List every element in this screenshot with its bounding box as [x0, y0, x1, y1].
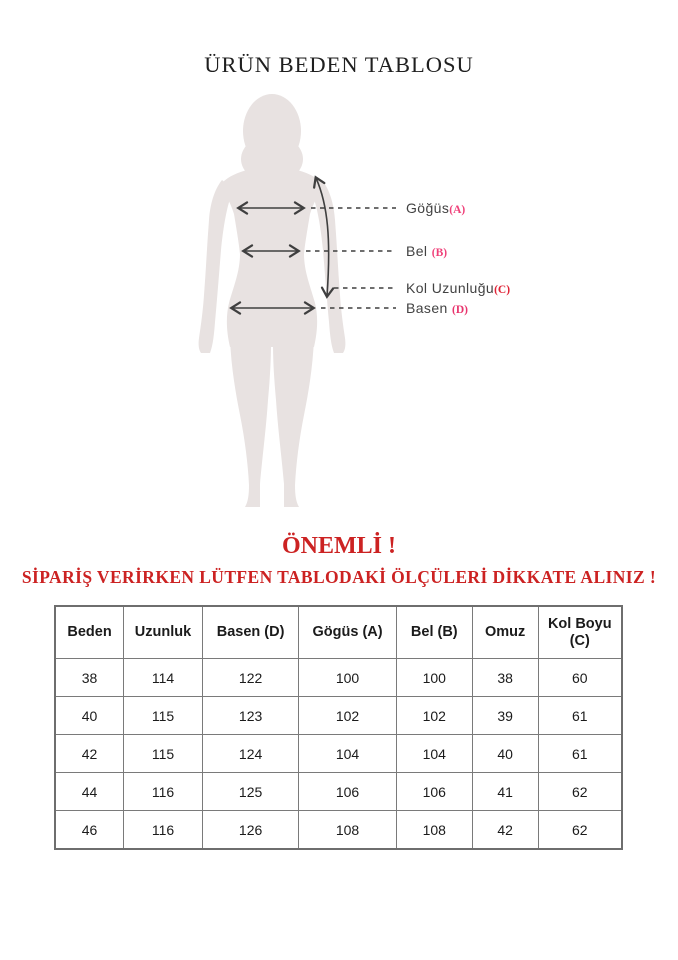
cell: 108	[299, 811, 397, 850]
table-row	[55, 697, 622, 735]
cell: 42	[55, 735, 124, 773]
table-row	[55, 773, 622, 811]
label-arm-text: Kol Uzunluğu	[406, 280, 495, 296]
table-row	[55, 659, 622, 697]
important-warning: SİPARİŞ VERİRKEN LÜTFEN TABLODAKİ ÖLÇÜLERİ DİKKATE ALINIZ !	[21, 567, 657, 587]
cell: 116	[124, 773, 203, 811]
cell: 104	[299, 735, 397, 773]
size-table	[54, 605, 623, 850]
cell: 125	[202, 773, 298, 811]
cell: 102	[396, 697, 472, 735]
cell: 108	[396, 811, 472, 850]
cell: 61	[538, 697, 622, 735]
label-arm-length	[406, 280, 510, 298]
body-silhouette	[199, 94, 346, 507]
cell: 115	[124, 697, 203, 735]
label-chest-text: Göğüs	[406, 200, 450, 216]
label-waist-letter: (B)	[431, 247, 448, 259]
cell: 40	[472, 735, 538, 773]
cell: 62	[538, 811, 622, 850]
cell: 38	[55, 659, 124, 697]
cell: 40	[55, 697, 124, 735]
col-header-beden: Beden	[55, 606, 124, 659]
cell: 60	[538, 659, 622, 697]
cell: 38	[472, 659, 538, 697]
cell: 100	[299, 659, 397, 697]
table-row	[55, 735, 622, 773]
cell: 39	[472, 697, 538, 735]
cell: 123	[202, 697, 298, 735]
label-chest	[406, 200, 465, 218]
cell: 122	[202, 659, 298, 697]
col-header-kol-boyu: Kol Boyu (C)	[538, 606, 622, 659]
cell: 41	[472, 773, 538, 811]
cell: 42	[472, 811, 538, 850]
label-hip-letter: (D)	[452, 304, 468, 316]
label-hip-text: Basen	[406, 300, 452, 316]
cell: 61	[538, 735, 622, 773]
important-heading: ÖNEMLİ !	[282, 533, 396, 559]
col-header-uzunluk: Uzunluk	[124, 606, 203, 659]
cell: 115	[124, 735, 203, 773]
cell: 46	[55, 811, 124, 850]
cell: 106	[299, 773, 397, 811]
label-hip	[406, 300, 468, 318]
label-waist	[406, 243, 447, 261]
col-header-basen: Basen (D)	[202, 606, 298, 659]
page-title: ÜRÜN BEDEN TABLOSU	[204, 52, 474, 77]
col-header-gogus: Gögüs (A)	[299, 606, 397, 659]
label-arm-letter: (C)	[494, 284, 511, 296]
size-table-header-row	[55, 606, 622, 659]
cell: 126	[202, 811, 298, 850]
cell: 102	[299, 697, 397, 735]
cell: 100	[396, 659, 472, 697]
col-header-omuz: Omuz	[472, 606, 538, 659]
cell: 44	[55, 773, 124, 811]
label-chest-letter: (A)	[449, 204, 466, 216]
col-header-bel: Bel (B)	[396, 606, 472, 659]
cell: 104	[396, 735, 472, 773]
cell: 116	[124, 811, 203, 850]
table-row	[55, 811, 622, 850]
cell: 114	[124, 659, 203, 697]
label-waist-text: Bel	[406, 243, 432, 259]
cell: 106	[396, 773, 472, 811]
cell: 124	[202, 735, 298, 773]
cell: 62	[538, 773, 622, 811]
